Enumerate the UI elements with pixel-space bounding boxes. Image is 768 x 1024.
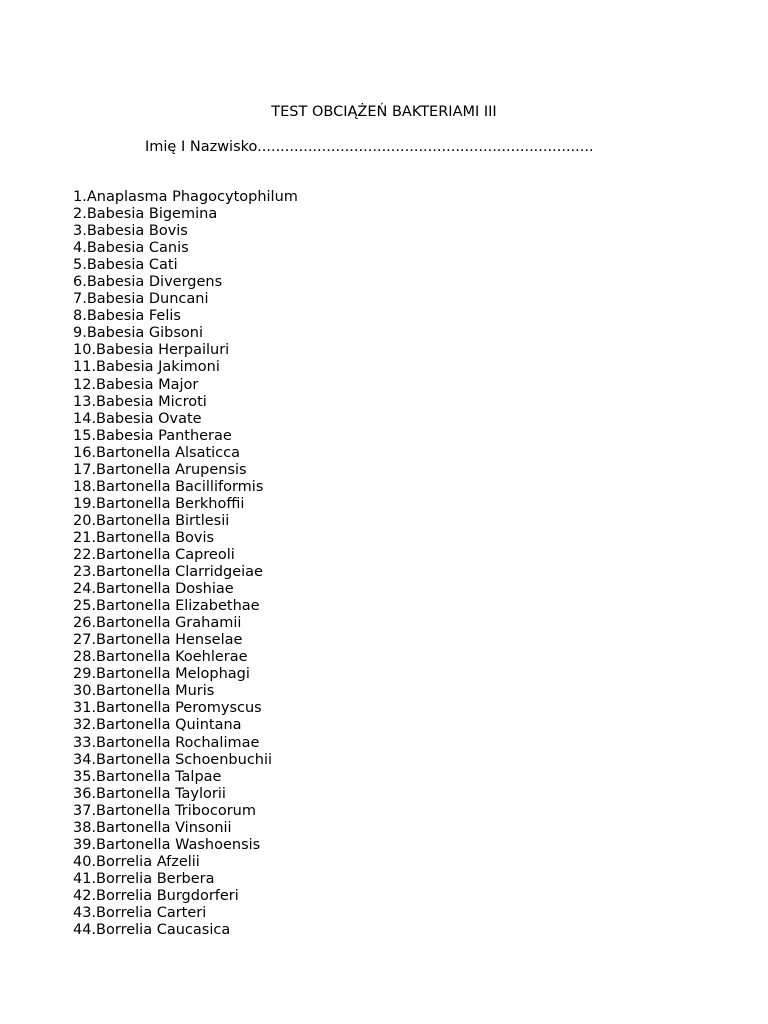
list-item: 10.Babesia Herpailuri bbox=[73, 342, 230, 359]
list-item: 31.Bartonella Peromyscus bbox=[73, 700, 262, 717]
list-item: 29.Bartonella Melophagi bbox=[73, 666, 250, 683]
list-item: 44.Borrelia Caucasica bbox=[73, 922, 231, 939]
list-item: 42.Borrelia Burgdorferi bbox=[73, 887, 239, 904]
list-item: 8.Babesia Felis bbox=[73, 308, 181, 325]
list-item: 35.Bartonella Talpae bbox=[73, 768, 222, 785]
list-item: 38.Bartonella Vinsonii bbox=[73, 819, 232, 836]
list-item: 14.Babesia Ovate bbox=[73, 410, 202, 427]
list-item: 37.Bartonella Tribocorum bbox=[73, 802, 256, 819]
list-item: 15.Babesia Pantherae bbox=[73, 427, 232, 444]
list-item: 12.Babesia Major bbox=[73, 376, 199, 393]
list-item: 30.Bartonella Muris bbox=[73, 683, 215, 700]
list-item: 36.Bartonella Taylorii bbox=[73, 785, 226, 802]
bacteria-list bbox=[73, 189, 298, 939]
list-item: 2.Babesia Bigemina bbox=[73, 206, 218, 223]
list-item: 39.Bartonella Washoensis bbox=[73, 836, 261, 853]
list-item: 18.Bartonella Bacilliformis bbox=[73, 478, 264, 495]
list-item: 43.Borrelia Carteri bbox=[73, 904, 207, 921]
list-item: 5.Babesia Cati bbox=[73, 257, 178, 274]
list-item: 1.Anaplasma Phagocytophilum bbox=[73, 189, 298, 205]
list-item: 25.Bartonella Elizabethae bbox=[73, 598, 260, 615]
list-item: 22.Bartonella Capreoli bbox=[73, 546, 235, 563]
list-item: 28.Bartonella Koehlerae bbox=[73, 649, 248, 666]
list-item: 16.Bartonella Alsaticca bbox=[73, 444, 241, 461]
list-item: 19.Bartonella Berkhoffii bbox=[73, 495, 245, 512]
list-item: 6.Babesia Divergens bbox=[73, 274, 223, 291]
document-title: TEST OBCIĄŻEŃ BAKTERIAMI III bbox=[271, 104, 497, 120]
list-item: 41.Borrelia Berbera bbox=[73, 870, 215, 887]
list-item: 24.Bartonella Doshiae bbox=[73, 581, 234, 598]
list-item: 11.Babesia Jakimoni bbox=[73, 359, 220, 376]
list-item: 32.Bartonella Quintana bbox=[73, 717, 242, 734]
list-item: 27.Bartonella Henselae bbox=[73, 632, 243, 649]
list-item: 26.Bartonella Grahamii bbox=[73, 615, 242, 632]
list-item: 17.Bartonella Arupensis bbox=[73, 461, 247, 478]
list-item: 4.Babesia Canis bbox=[73, 240, 189, 257]
list-item: 40.Borrelia Afzelii bbox=[73, 853, 200, 870]
list-item: 13.Babesia Microti bbox=[73, 393, 207, 410]
list-item: 9.Babesia Gibsoni bbox=[73, 325, 203, 342]
list-item: 34.Bartonella Schoenbuchii bbox=[73, 751, 273, 768]
list-item: 7.Babesia Duncani bbox=[73, 291, 209, 308]
list-item: 21.Bartonella Bovis bbox=[73, 529, 215, 546]
list-item: 20.Bartonella Birtlesii bbox=[73, 512, 230, 529]
list-item: 3.Babesia Bovis bbox=[73, 223, 188, 240]
name-field-line: Imię I Nazwisko......................................................................... bbox=[145, 139, 594, 155]
list-item: 33.Bartonella Rochalimae bbox=[73, 734, 260, 751]
list-item: 23.Bartonella Clarridgeiae bbox=[73, 564, 263, 581]
